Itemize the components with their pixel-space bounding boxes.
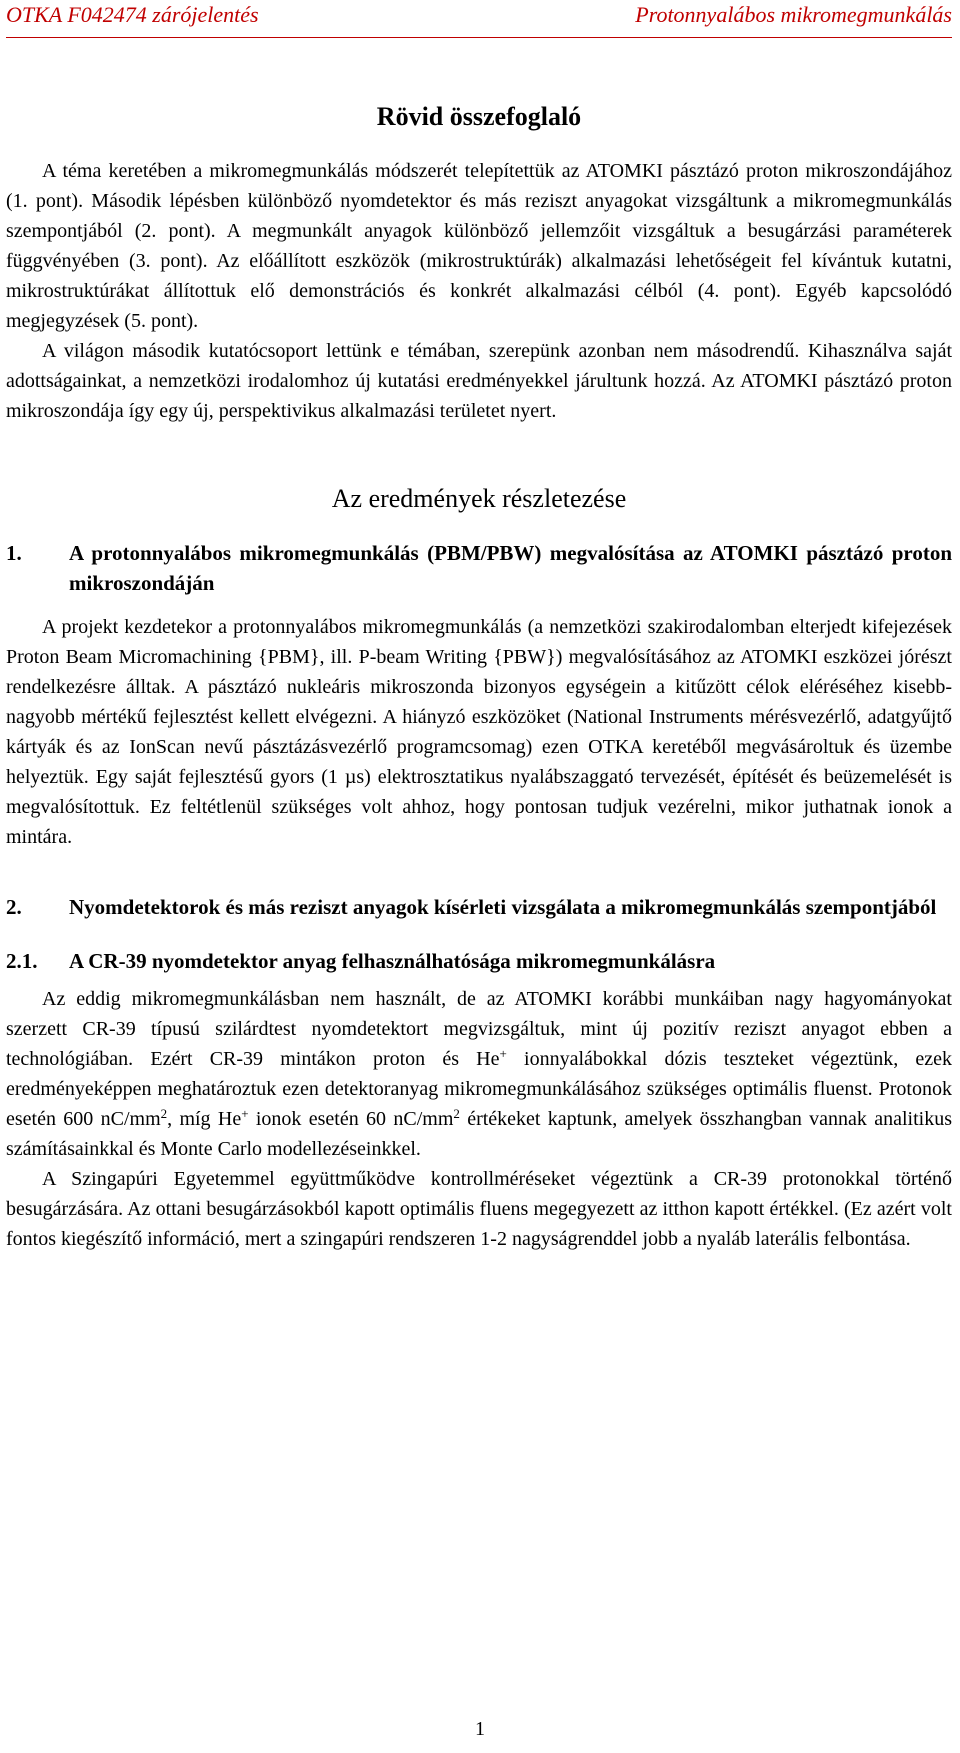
- section-1-heading: [6, 538, 952, 598]
- superscript: +: [499, 1045, 507, 1061]
- text-run: ionok esetén 60 nC/mm: [248, 1108, 454, 1130]
- page-number: 1: [475, 1718, 485, 1740]
- section-1-number: 1.: [6, 541, 22, 565]
- section-2-heading: [6, 892, 952, 922]
- superscript: 2: [453, 1105, 460, 1121]
- summary-title: Rövid összefoglaló: [376, 102, 582, 131]
- header-divider: [6, 37, 952, 38]
- text-run: értékeket kaptunk, amelyek összhangban vannak analitikus számításainkkal és Monte Carlo modellezéseinkkel.: [6, 1108, 952, 1160]
- summary-paragraph-2: A világon második kutatócsoport lettünk e témában, szerepünk azonban nem másodrendű. Kihasználva saját adottságainkat, a nemzetközi irodalomhoz új kutatási eredményekkel járultunk hozzá. Az ATOMKI pásztázó proton mikroszondája így egy új, perspektivikus alkalmazási területet nyert.: [6, 340, 952, 422]
- section-2-1-paragraph-2: A Szingapúri Egyetemmel együttműködve kontrollméréseket végeztünk a CR-39 protonokkal történő besugárzására. Az ottani besugárzásokból kapott optimális fluens megegyezett az itthon kapott értékkel. (Ez azért volt fontos kiegészítő információ, mert a szingapúri rendszeren 1-2 nagyságrenddel jobb a nyaláb laterális felbontása.: [6, 1168, 952, 1250]
- section-1-title: A protonnyalábos mikromegmunkálás (PBM/PBW) megvalósítása az ATOMKI pásztázó proton mikroszondáján: [69, 541, 952, 595]
- spacer: [6, 852, 952, 892]
- running-header-right: Protonnyalábos mikromegmunkálás: [635, 2, 952, 27]
- section-2-number: 2.: [6, 895, 22, 919]
- section-2-title: Nyomdetektorok és más reziszt anyagok kísérleti vizsgálata a mikromegmunkálás szempontjából: [69, 895, 937, 919]
- text-run: ionnyalábokkal dózis teszteket végeztünk, ezek eredményeképpen meghatároztuk ezen detektoranyag mikromegmunkálásához szükséges optimális fluenst. Protonok esetén 600 nC/mm: [6, 1048, 953, 1130]
- section-1-paragraph: A projekt kezdetekor a protonnyalábos mikromegmunkálás (a nemzetközi szakirodalomban elterjedt kifejezések Proton Beam Micromachining {PBM}, ill. P-beam Writing {PBW}) megvalósításához az ATOMKI eszközei jórészt rendelkezésre álltak. A pásztázó nukleáris mikroszonda bizonyos egységein a kitűzött célok eléréséhez kisebb-nagyobb mértékű fejlesztést kellett elvégezni. A hiányzó eszközöket (National Instruments mérésvezérlő, adatgyűjtő kártyák és az IonScan nevű pásztázásvezérlő programcsomag) ezen OTKA keretéből megvásároltuk és üzembe helyeztük. Egy saját fejlesztésű gyors (1 µs) elektrosztatikus nyalábszaggató tervezését, építését és beüzemelését is megvalósítottuk. Ez feltétlenül szükséges volt ahhoz, hogy pontosan tudjuk vezérelni, mikor juthatnak ionok a mintára.: [6, 616, 952, 848]
- superscript: 2: [160, 1105, 168, 1121]
- section-2-1-title: A CR-39 nyomdetektor anyag felhasználhatósága mikromegmunkálásra: [69, 949, 716, 973]
- section-2-1-paragraph-1: [6, 984, 952, 1164]
- spacer: [6, 936, 952, 946]
- summary-paragraph-1: A téma keretében a mikromegmunkálás módszerét telepítettük az ATOMKI pásztázó proton mikroszondájához (1. pont). Második lépésben különböző nyomdetektor és más reziszt anyagokat vizsgáltunk a mikromegmunkálás szempontjából (2. pont). A megmunkált anyagok különböző jellemzőit vizsgáltuk a besugárzási paraméterek függvényében (3. pont). Az előállított eszközök (mikrostruktúrák) alkalmazási lehetőségeit fel kívántuk kutatni, mikrostruktúrákat állítottuk elő demonstrációs és konkrét alkalmazási célból (4. pont). Egyéb kapcsolódó megjegyzések (5. pont).: [6, 160, 952, 332]
- text-run: , míg He: [167, 1108, 242, 1130]
- results-title: Az eredmények részletezése: [331, 484, 627, 513]
- section-2-1-heading: [6, 946, 952, 976]
- text-run: Az eddig mikromegmunkálásban nem használt, de az ATOMKI korábbi munkáiban nagy hagyományokat szerzett CR-39 típusú szilárdtest nyomdetektort megvizsgáltuk, mint új pozitív reziszt anyagot ebben a technológiában. Ezért CR-39 mintákon proton és He: [6, 988, 952, 1070]
- document-body: [6, 100, 952, 1254]
- running-header-left: OTKA F042474 zárójelentés: [6, 2, 259, 27]
- superscript: +: [241, 1105, 249, 1121]
- section-2-1-number: 2.1.: [6, 949, 38, 973]
